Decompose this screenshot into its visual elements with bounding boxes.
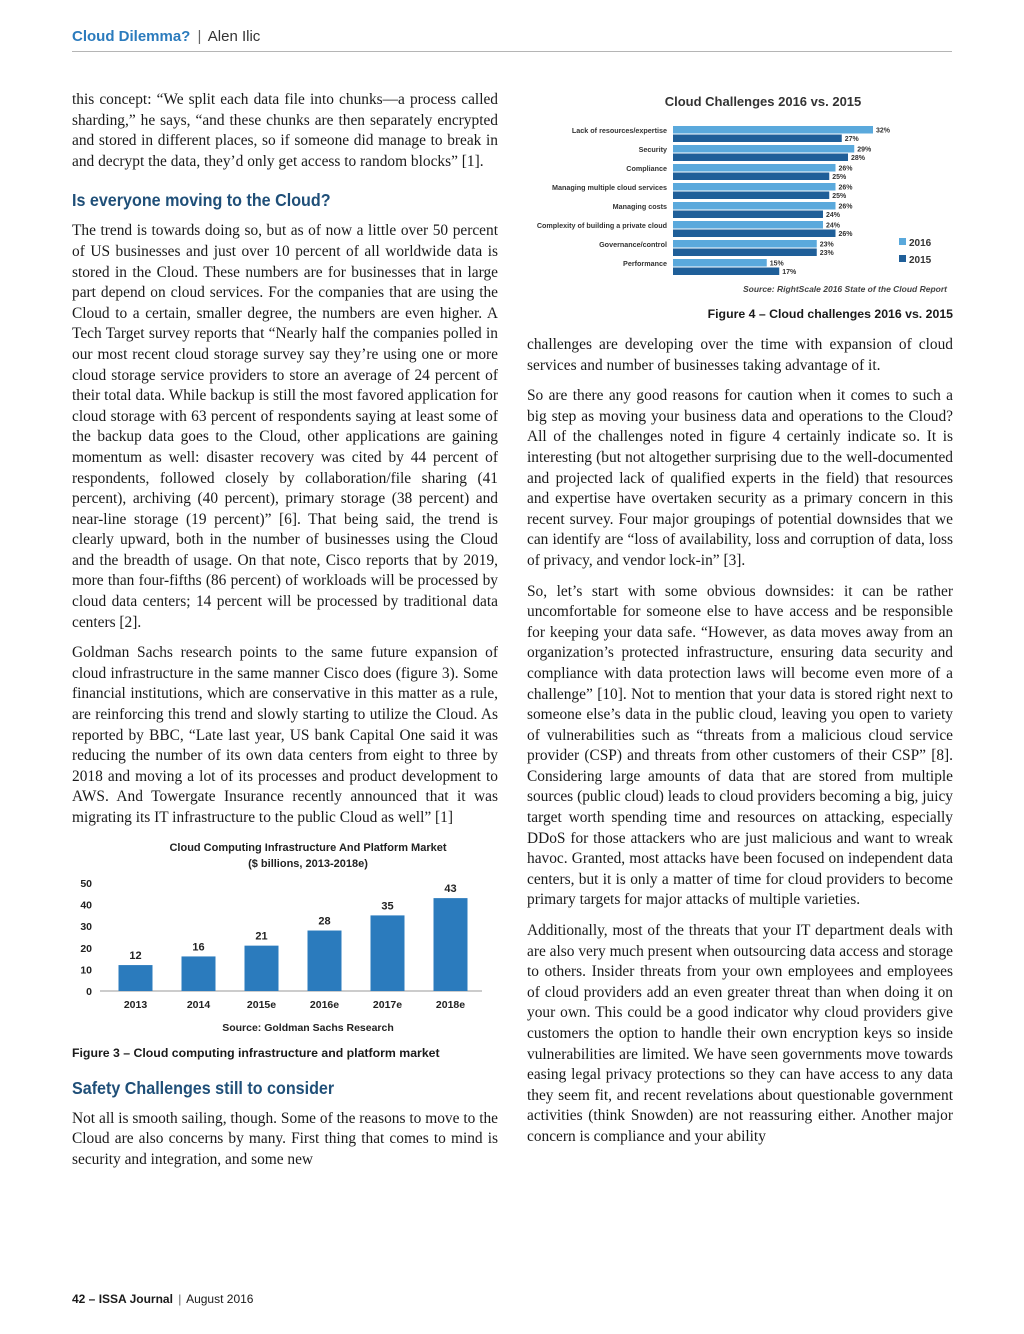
data-label: 29%: [857, 146, 872, 154]
bar: [673, 192, 829, 200]
y-tick-label: 10: [80, 963, 92, 976]
x-tick-label: 2017e: [372, 998, 403, 1011]
bar: [673, 268, 779, 276]
data-label: 27%: [844, 136, 859, 143]
category-label: Compliance: [626, 164, 667, 173]
chart-title: Cloud Computing Infrastructure And Platform Market: [169, 841, 447, 854]
footer-separator: |: [178, 1292, 182, 1306]
paragraph: this concept: “We split each data file into chunks—a process called sharding,” he says, “and these chunks are then separately encrypted and stored in different places, so if someone did manage to break in and decrypt the data, they’d only get access to random blocks” [1].: [72, 91, 498, 170]
bar: [673, 221, 823, 229]
chart-source: Source: RightScale 2016 State of the Cloud Report: [742, 284, 947, 294]
bar: [673, 145, 854, 153]
data-label: 16: [192, 941, 205, 954]
data-label: 26%: [838, 231, 853, 238]
bar: [119, 965, 153, 991]
data-label: 43: [444, 882, 457, 895]
data-label: 17%: [782, 269, 797, 276]
bar: [673, 259, 767, 267]
bar: [673, 173, 829, 181]
figure-4-chart: [527, 88, 953, 301]
market-bar-chart: [72, 839, 498, 1035]
data-label: 12: [129, 949, 142, 962]
page-number: 42 – ISSA Journal: [72, 1292, 173, 1306]
right-column: [527, 88, 953, 1158]
x-tick-label: 2014: [186, 998, 211, 1011]
data-label: 25%: [832, 193, 847, 200]
header-title: Cloud Dilemma?: [72, 28, 191, 45]
data-label: 24%: [826, 222, 841, 230]
data-label: 25%: [832, 174, 847, 181]
bar: [673, 135, 842, 143]
legend-label: 2015: [909, 255, 932, 266]
data-label: 24%: [826, 212, 841, 219]
y-tick-label: 30: [80, 920, 92, 933]
legend-swatch: [899, 255, 906, 262]
bar: [308, 930, 342, 990]
category-label: Security: [638, 145, 667, 154]
header-author: Alen Ilic: [207, 28, 261, 45]
page-footer: [72, 1292, 253, 1306]
figure-3-chart: [72, 839, 498, 1040]
paragraph: challenges are developing over the time with expansion of cloud services and number of businesses taking advantage of it.: [527, 336, 953, 374]
bar: [673, 230, 836, 238]
paragraph: So, let’s start with some obvious downsides: it can be rather uncomfortable for someone else to have access and be responsible for keeping your data safe. “However, as data moves away from an organization’s protected infrastructure, ensuring data security and compliance with data protection laws will become even more of a challenge” [10]. Not to mention that your data is stored right next to someone else’s data in the public cloud, leaving you open to variety of vulnerabilities such as “threats from a malicious cloud service provider (CSP) and threats from other customers of their CSP” [8]. Considering large amounts of data that are stored from multiple sources (public cloud) leads to cloud providers becoming a big, juicy target worth spending time and resources on attacking, especially DDoS for those attackers who are just malicious and want to wreak havoc. Granted, most attacks have been focused on independent data centers, but it is only a matter of time for cloud providers to become primary targets for major attacks of multiple varieties.: [527, 582, 953, 909]
bar: [673, 211, 823, 219]
paragraph: So are there any good reasons for caution when it comes to such a big step as moving your business data and operations to the Cloud? All of the challenges noted in figure 4 certainly indicate so. It is interesting (but not altogether surprising due to the well-documented and projected lack of qualified experts in the field) that resources and expertise have overtaken security as a primary concern in this recent survey. Four major groupings of potential downsides that we can identify are “loss of availability, loss and corruption of data, loss of privacy, and vendor lock-in” [3].: [527, 387, 953, 569]
bar: [371, 915, 405, 991]
x-tick-label: 2016e: [309, 998, 340, 1011]
bar: [673, 249, 817, 257]
section-heading: Is everyone moving to the Cloud?: [72, 190, 331, 211]
issue-date: August 2016: [186, 1292, 254, 1306]
data-label: 21: [255, 930, 268, 943]
y-tick-label: 0: [86, 985, 92, 998]
header-separator: |: [197, 28, 202, 45]
y-tick-label: 40: [80, 899, 92, 912]
data-label: 35: [381, 899, 394, 912]
x-tick-label: 2013: [123, 998, 148, 1011]
bar: [434, 898, 468, 991]
chart-subtitle: ($ billions, 2013-2018e): [248, 857, 368, 870]
paragraph: Not all is smooth sailing, though. Some of the reasons to move to the Cloud are also concerns by many. First thing that comes to mind is security and integration, and some new: [72, 1109, 498, 1168]
y-tick-label: 50: [80, 877, 92, 890]
category-label: Managing costs: [612, 202, 667, 211]
y-tick-label: 20: [80, 942, 92, 955]
bar: [673, 154, 848, 162]
data-label: 28: [318, 915, 331, 928]
paragraph: Additionally, most of the threats that your IT department deals with are also very much present when outsourcing data access and storage to others. Insider threats from your own employees and employees of cloud providers add an even greater threat than when doing it on your own. This could be a good indicator why cloud providers give customers the option to handle their own encryption keys so inside vulnerabilities are limited. We have seen governments move towards easing legal privacy protections so they can have access to any data they seem fit, and recent revelations about questionable government activities (think Snowden) are not reassuring either. Another major concern is compliance and your ability: [527, 922, 953, 1145]
data-label: 23%: [819, 250, 834, 257]
legend-swatch: [899, 238, 906, 245]
category-label: Complexity of building a private cloud: [536, 221, 667, 230]
data-label: 28%: [851, 155, 866, 162]
figure-3-caption: Figure 3 – Cloud computing infrastructure and platform market: [72, 1045, 440, 1060]
bar: [673, 202, 836, 210]
legend-label: 2016: [909, 238, 932, 249]
category-label: Managing multiple cloud services: [551, 183, 667, 192]
data-label: 26%: [838, 184, 853, 192]
bar: [673, 240, 817, 248]
chart-title: Cloud Challenges 2016 vs. 2015: [664, 94, 862, 109]
challenges-bar-chart: [527, 88, 953, 296]
bar: [673, 126, 873, 134]
category-label: Performance: [623, 259, 667, 268]
left-column: [72, 90, 498, 1180]
x-tick-label: 2018e: [435, 998, 466, 1011]
bar: [673, 183, 836, 191]
data-label: 26%: [838, 165, 853, 173]
chart-source: Source: Goldman Sachs Research: [222, 1021, 394, 1034]
bar: [182, 956, 216, 991]
data-label: 23%: [819, 241, 834, 249]
data-label: 32%: [876, 127, 891, 135]
category-label: Lack of resources/expertise: [571, 126, 667, 135]
bar: [245, 945, 279, 990]
running-header: [72, 28, 952, 52]
bar: [673, 164, 836, 172]
section-heading: Safety Challenges still to consider: [72, 1077, 335, 1098]
category-label: Governance/control: [599, 240, 667, 249]
paragraph: Goldman Sachs research points to the same future expansion of cloud infrastructure in the same manner Cisco does (figure 3). Some financial institutions, which are conservative in this matter as a rule, are reinforcing this trend and slowly starting to utilize the Cloud. As reported by BBC, “Late last year, US bank Capital One said it was reducing the number of its own data centers from eight to three by 2018 and moving a lot of its processes and product development to AWS. And Towergate Insurance recently announced that it was migrating its IT infrastructure to the public Cloud as well” [1]: [72, 644, 498, 826]
x-tick-label: 2015e: [246, 998, 277, 1011]
data-label: 26%: [838, 203, 853, 211]
figure-4-caption: Figure 4 – Cloud challenges 2016 vs. 2015: [707, 307, 953, 321]
data-label: 15%: [769, 260, 784, 268]
paragraph: The trend is towards doing so, but as of now a little over 50 percent of US businesses and just over 10 percent of all worldwide data is stored in the Cloud. These numbers are for businesses that in large part depend on cloud services. For the companies that are using the Cloud to a certain, smaller degree, the numbers are even higher. A Tech Target survey reports that “Nearly half the companies polled in our most recent cloud storage survey say they’re using one or more cloud storage service providers to store an average of 24 percent of their total data. While backup is still the most favored application for cloud storage with 63 percent of respondents saying at least some of the backup data goes to the Cloud, other applications are gaining momentum as well: disaster recovery was cited by 44 percent of respondents, followed closely by collaboration/file sharing (41 percent), archiving (40 percent), primary storage (38 percent) and near-line storage (19 percent)” [6]. That being said, the trend is clearly upward, both in the number of businesses using the Cloud and the breadth of usage. On that note, Cisco reports that by 2019, more than four-fifths (86 percent) of workloads will be processed by cloud data centers; 14 percent will be processed by traditional data centers [2].: [72, 222, 498, 631]
